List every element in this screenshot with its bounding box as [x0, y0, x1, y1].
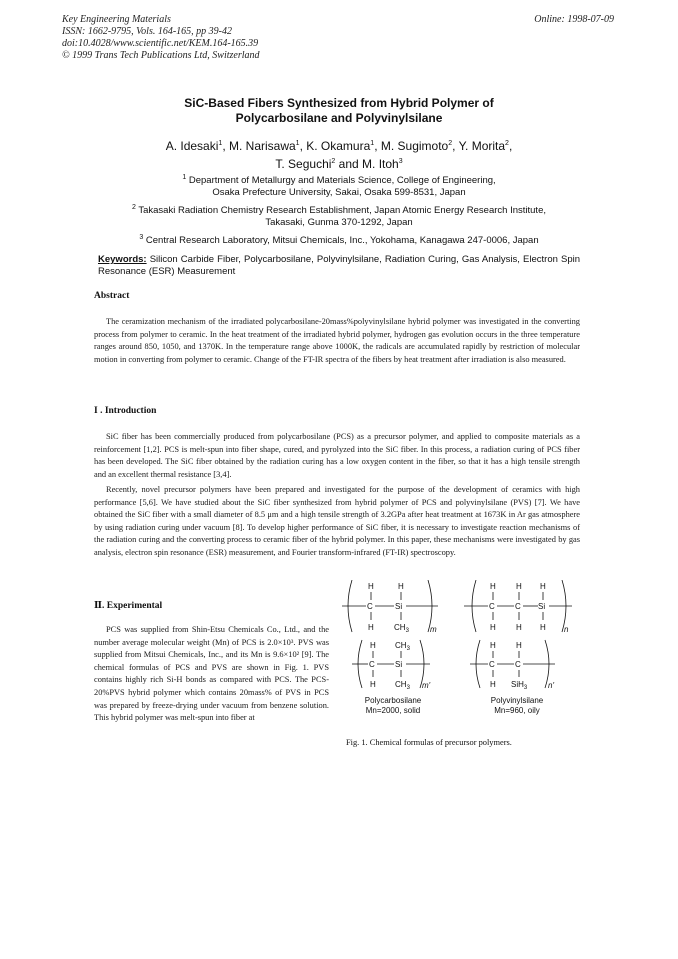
issn: ISSN: 1662-9795, Vols. 164-165, pp 39-42: [62, 26, 232, 37]
svg-text:m': m': [422, 681, 431, 690]
author: M. Narisawa: [228, 139, 296, 153]
journal-name: Key Engineering Materials: [62, 14, 171, 25]
abstract-text: The ceramization mechanism of the irradiated polycarbosilane-20mass%polyvinylsilane hybrid polymer was investigated in the converting process from polymer to ceramic. In the heat treatment of the irradiated hybrid polymer, hydrogen gas evolution occurs in the three temperature ranges around 850, 1050, and 1370K. In the temperature range above 1000K, the radicals are accumulated rapidly by restriction of molecular motion in converting from polymer to ceramic. Change of the FT-IR spectra of the fibers by heat treatment after irradiation is also measured.: [94, 317, 580, 364]
pcs-label: [348, 696, 438, 716]
title-line-1: SiC-Based Fibers Synthesized from Hybrid Polymer of: [184, 96, 494, 110]
svg-text:C: C: [515, 660, 521, 669]
author-affiliation-mark: 2: [448, 140, 453, 147]
svg-text:H: H: [540, 582, 546, 591]
author-affiliation-mark: 2: [505, 140, 509, 147]
experimental-heading: Ⅱ. Experimental: [94, 601, 163, 611]
svg-text:H: H: [370, 641, 376, 650]
pcs-molecular-weight: Mn=2000, solid: [365, 706, 421, 715]
svg-text:H: H: [398, 582, 404, 591]
pvs-label: [472, 696, 562, 716]
svg-text:Si: Si: [538, 602, 546, 611]
experimental-paragraph: PCS was supplied from Shin-Etsu Chemicals Co., Ltd., and the number average molecular weight (Mn) of PCS is 2.0×10³. PVS was supplied from Mitsui Chemicals, Inc., and its Mn is 9.6×10² [9]. The chemical formulas of PCS and PVS are shown in Fig. 1. PVS contains highly rich Si-H bonds as compared with PCS. The PCS-20%PVS hybrid polymer which contains 20mass% of PVS in PCS was prepared by freeze-drying under vacuum from benzene solution. This hybrid polymer was melt-spun into fiber at: [94, 625, 329, 723]
online-date: Online: 1998-07-09: [534, 14, 614, 25]
figure-1: [340, 580, 580, 740]
author-affiliation-mark: 1: [370, 140, 375, 147]
svg-text:n: n: [564, 625, 569, 634]
author: K. Okamura: [306, 139, 371, 153]
author: M. Sugimoto: [380, 139, 449, 153]
svg-text:Si: Si: [395, 602, 403, 611]
pvs-name: Polyvinylsilane: [490, 696, 544, 705]
svg-text:CH3: $CH_3$: [395, 680, 410, 691]
author: Y. Morita: [458, 139, 506, 153]
introduction-heading: I . Introduction: [94, 406, 157, 416]
affiliation-number: 3: [139, 234, 144, 241]
svg-text:H: H: [490, 582, 496, 591]
pcs-name: Polycarbosilane: [364, 696, 422, 705]
copyright: © 1999 Trans Tech Publications Ltd, Switzerland: [62, 50, 260, 61]
svg-text:C: C: [489, 660, 495, 669]
svg-text:C: C: [515, 602, 521, 611]
svg-text:C: C: [367, 602, 373, 611]
doi-link[interactable]: doi:10.4028/www.scientific.net/KEM.164-165.39: [62, 38, 259, 49]
pvs-unit-1: [464, 580, 572, 634]
svg-text:H: H: [368, 623, 374, 632]
svg-text:H: H: [370, 680, 376, 689]
svg-text:H: H: [516, 582, 522, 591]
introduction-paragraph-1: SiC fiber has been commercially produced from polycarbosilane (PCS) as a precursor polymer, and applied to composite materials as a reinforcement [1,2]. PCS is melt-spun into fiber shape, cured, and pyrolyzed into the SiC fiber. In this process, a radiation curing of PCS fiber has been developed. The SiC fiber obtained by the radiation curing has a low oxygen content in the fiber, so that it has a high tensile strength and an excellent thermal resistance [3,4].: [94, 432, 580, 479]
svg-text:H: H: [516, 623, 522, 632]
affiliation-line: Takasaki, Gunma 370-1292, Japan: [265, 217, 413, 229]
affiliation-line: Takasaki Radiation Chemistry Research Establishment, Japan Atomic Energy Research Institute,: [138, 205, 546, 217]
svg-text:n': n': [548, 681, 554, 690]
keywords: [98, 254, 580, 278]
abstract-heading: Abstract: [94, 291, 130, 301]
affiliation-line: Central Research Laboratory, Mitsui Chemicals, Inc., Yokohama, Kanagawa 247-0006, Japan: [145, 235, 539, 247]
svg-text:H: H: [490, 641, 496, 650]
author-list: A. Idesaki$^1$, M. Narisawa$^1$, K. Okamura$^1$, M. Sugimoto$^2$, Y. Morita$^2$, T. Seguchi$^2$ and M. Itoh$^3$: [165, 139, 513, 171]
affiliation-number: 2: [131, 204, 136, 211]
keywords-text: Silicon Carbide Fiber, Polycarbosilane, Polyvinylsilane, Radiation Curing, Gas Analysis, Electron Spin Resonance (ESR) Measurement: [98, 254, 581, 277]
pcs-unit-1: [342, 580, 438, 634]
journal-header: [62, 14, 260, 62]
affiliation-number: 1: [182, 174, 187, 181]
svg-text:m: m: [430, 625, 437, 634]
author: M. Itoh: [362, 157, 399, 171]
svg-text:CH3: $CH_3$: [394, 623, 409, 634]
chemical-formulas-diagram: [340, 580, 580, 740]
affiliation-line: Department of Metallurgy and Materials Science, College of Engineering,: [188, 175, 496, 187]
affiliation-3: [98, 232, 580, 247]
svg-text:H: H: [516, 641, 522, 650]
affiliation-1: [98, 172, 580, 199]
figure-1-caption: Fig. 1. Chemical formulas of precursor polymers.: [346, 738, 512, 747]
svg-text:H: H: [540, 623, 546, 632]
keywords-label: Keywords:: [98, 254, 147, 265]
svg-text:CH3: $CH_3$: [395, 641, 410, 652]
svg-text:C: C: [489, 602, 495, 611]
pvs-unit-2: [470, 640, 555, 691]
pcs-unit-2: [352, 640, 431, 691]
svg-text:Si: Si: [395, 660, 403, 669]
svg-text:H: H: [490, 680, 496, 689]
author-affiliation-mark: 1: [295, 140, 300, 147]
svg-text:SiH3: SiH$_3$: [511, 680, 528, 691]
affiliation-2: [98, 202, 580, 229]
svg-text:H: H: [490, 623, 496, 632]
author: A. Idesaki: [165, 139, 219, 153]
svg-text:H: H: [368, 582, 374, 591]
introduction-paragraph-2: Recently, novel precursor polymers have been prepared and investigated for the purpose of the development of ceramics with high performance [5,6]. We have studied about the SiC fiber synthesized from hybrid polymer of PCS and polyvinylsilane (PVS) [7]. We have obtained the SiC fiber with a small diameter of 8.5 μm and a high tensile strength of 3.2GPa after heat treatment at 1673K in Ar gas atmosphere by using radiation curing under vacuum [8]. To develop higher performance of SiC fiber, it is necessary to investigate reaction mechanisms of the radiation curing and the converting process to ceramic fiber of the hybrid polymer. In this paper, these mechanisms were investigated by gas analysis, electron spin resonance (ESR) measurement, and Fourier transform-infrared (FT-IR) spectroscopy.: [94, 485, 580, 557]
pvs-molecular-weight: Mn=960, oily: [494, 706, 540, 715]
author-affiliation-mark: 3: [398, 158, 403, 165]
title-line-2: Polycarbosilane and Polyvinylsilane: [235, 111, 443, 125]
author: T. Seguchi: [275, 157, 332, 171]
svg-text:C: C: [369, 660, 375, 669]
paper-title: [0, 96, 678, 126]
author-affiliation-mark: 1: [218, 140, 223, 147]
author-affiliation-mark: 2: [331, 158, 336, 165]
affiliation-line: Osaka Prefecture University, Sakai, Osaka 599-8531, Japan: [212, 187, 466, 199]
